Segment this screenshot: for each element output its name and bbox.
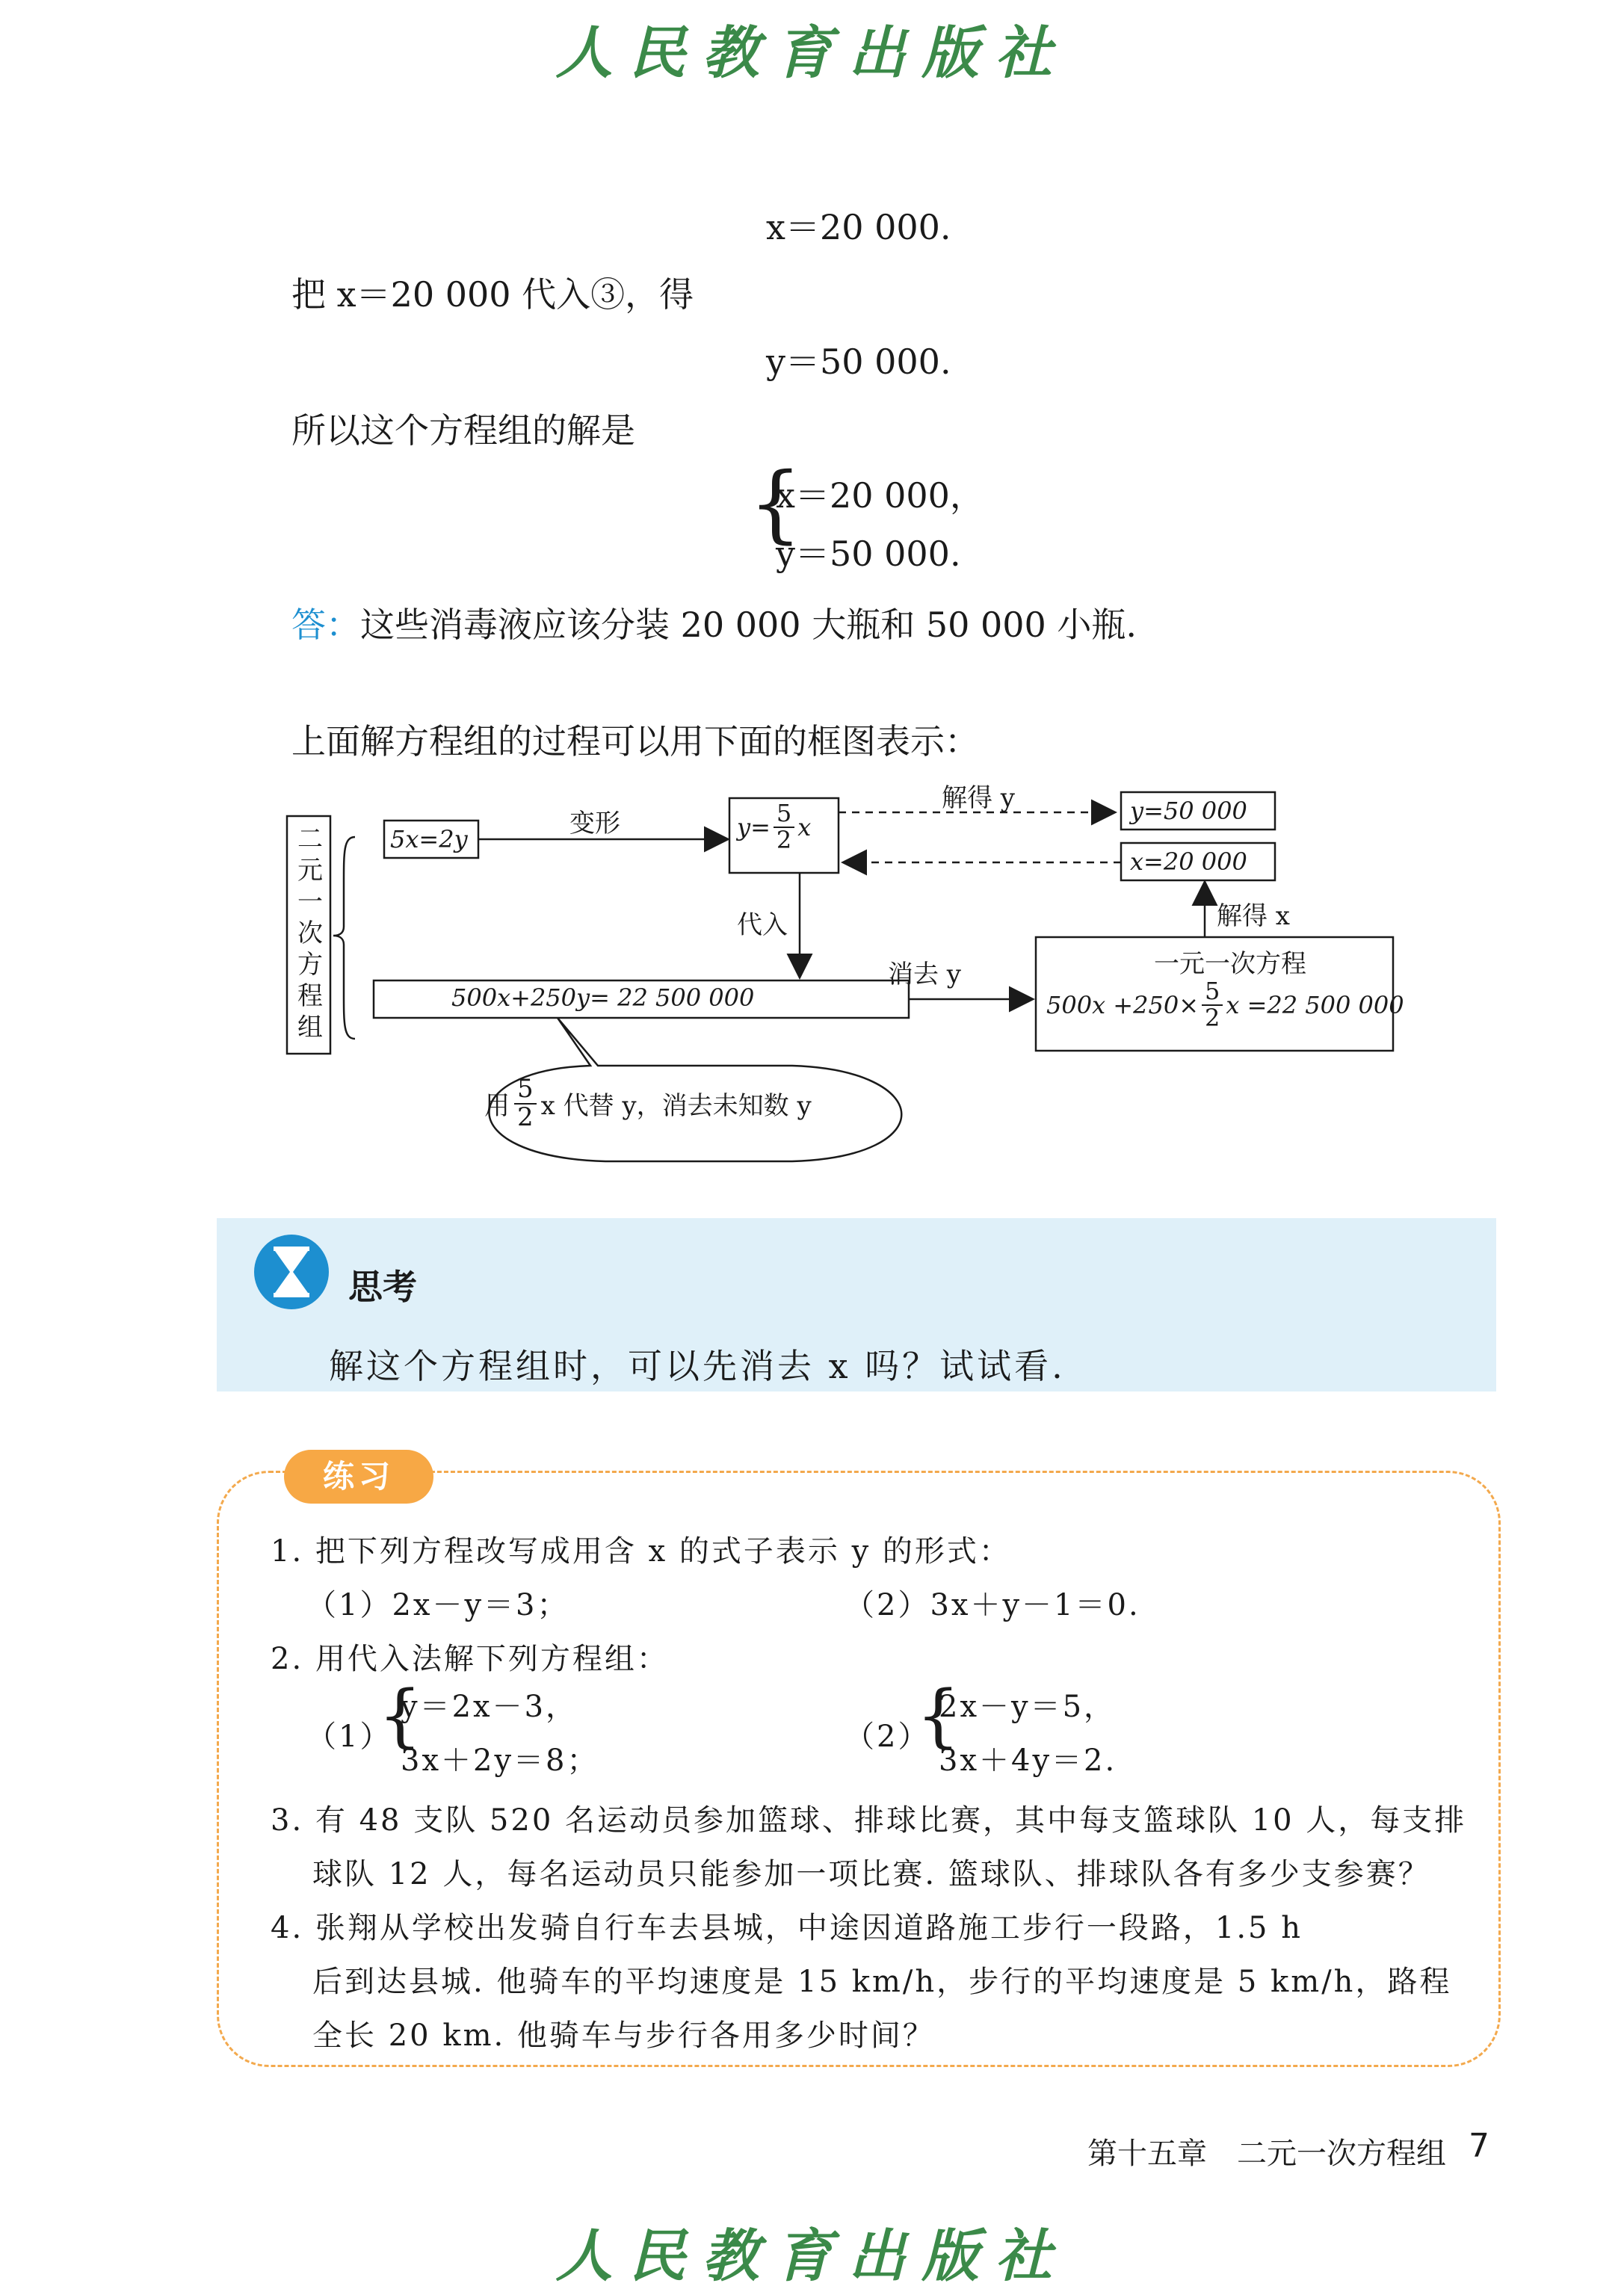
single-eq-right: x =22 500 000 <box>1226 990 1404 1019</box>
diagram-intro: 上面解方程组的过程可以用下面的框图表示： <box>291 721 979 762</box>
think-body: 解这个方程组时，可以先消去 x 吗？试试看. <box>329 1346 1066 1386</box>
bubble-frac-den: 2 <box>517 1102 534 1132</box>
q2b-line1: 2x－y＝5， <box>939 1690 1117 1724</box>
single-equation <box>1046 979 1404 1031</box>
bubble-suffix: x 代替 y，消去未知数 y <box>540 1091 812 1122</box>
system-line-x: x＝20 000， <box>776 475 984 516</box>
practice-q1b: （2）3x＋y－1＝0. <box>845 1588 1140 1622</box>
single-equation-title: 一元一次方程 <box>1154 949 1306 979</box>
practice-q1a: （1）2x－y＝3； <box>306 1588 569 1622</box>
box-y-result: y=50 000 <box>1130 797 1247 825</box>
practice-q3-line2: 球队 12 人，每名运动员只能参加一项比赛. 篮球队、排球队各有多少支参赛？ <box>312 1857 1430 1891</box>
practice-q4-line2: 后到达县城. 他骑车的平均速度是 15 km/h，步行的平均速度是 5 km/h，路程 <box>312 1965 1452 1999</box>
single-frac-num: 5 <box>1202 979 1223 1006</box>
box-equation-2: 500x+250y= 22 500 000 <box>451 983 755 1012</box>
bubble-note <box>484 1076 812 1131</box>
publisher-watermark-top: 人民教育出版社 <box>555 19 1069 86</box>
bubble-prefix: 用 <box>484 1091 510 1122</box>
q2a-line1: y＝2x－3， <box>401 1690 578 1724</box>
q2a-brace: { <box>378 1675 422 1755</box>
answer-line <box>291 602 1137 647</box>
expr-frac-num: 5 <box>774 801 794 828</box>
system-line-y: y＝50 000. <box>776 534 961 574</box>
box-expression-y <box>737 801 811 853</box>
q2b-line2: 3x＋4y＝2. <box>939 1743 1117 1778</box>
box-x-result: x=20 000 <box>1130 847 1247 876</box>
answer-text: 这些消毒液应该分装 20 000 大瓶和 50 000 小瓶. <box>360 605 1137 645</box>
label-solve-x: 解得 x <box>1217 901 1290 931</box>
practice-q2: 2. 用代入法解下列方程组： <box>271 1642 669 1676</box>
q2b-brace: { <box>916 1675 960 1755</box>
bubble-fraction <box>514 1076 537 1131</box>
expr-y-right: x <box>797 812 812 841</box>
label-transform: 变形 <box>569 809 620 838</box>
label-eliminate: 消去 y <box>888 960 962 989</box>
q2b-label: （2） <box>845 1720 930 1754</box>
think-title: 思考 <box>348 1267 417 1307</box>
practice-tab: 练习 <box>284 1450 433 1504</box>
side-label-system: 二元一次方程组 <box>297 824 323 1043</box>
equation-y-value: y＝50 000. <box>766 342 951 382</box>
practice-q3-line1: 3. 有 48 支队 520 名运动员参加篮球、排球比赛，其中每支篮球队 10 人，每支排 <box>271 1803 1467 1838</box>
page-number: 7 <box>1469 2127 1489 2165</box>
label-substitute: 代入 <box>737 910 788 940</box>
publisher-watermark-bottom: 人民教育出版社 <box>555 2223 1069 2289</box>
practice-q4-line3: 全长 20 km. 他骑车与步行各用多少时间？ <box>312 2018 935 2053</box>
conclusion-line: 所以这个方程组的解是 <box>291 410 635 451</box>
chapter-title: 第十五章 二元一次方程组 <box>1087 2137 1446 2171</box>
q2a-line2: 3x＋2y＝8； <box>401 1743 599 1778</box>
label-solve-y: 解得 y <box>942 783 1016 813</box>
expr-y-left: y= <box>737 812 771 841</box>
answer-label: 答： <box>291 605 360 645</box>
bubble-frac-num: 5 <box>514 1076 537 1105</box>
box-equation-1: 5x=2y <box>390 825 468 853</box>
equation-x-value: x＝20 000. <box>766 207 951 247</box>
q2a-label: （1） <box>306 1720 392 1754</box>
system-brace: { <box>749 455 803 552</box>
practice-q1: 1. 把下列方程改写成用含 x 的式子表示 y 的形式： <box>271 1534 1011 1569</box>
single-frac-den: 2 <box>1205 1003 1220 1032</box>
expr-frac-den: 2 <box>776 825 792 854</box>
substitute-line: 把 x＝20 000 代入③，得 <box>291 274 694 315</box>
practice-q4-line1: 4. 张翔从学校出发骑自行车去县城，中途因道路施工步行一段路，1.5 h <box>271 1911 1303 1945</box>
flow-diagram <box>284 777 1420 1181</box>
hourglass-icon <box>253 1233 330 1311</box>
expr-fraction <box>774 801 794 853</box>
single-eq-left: 500x +250× <box>1046 990 1199 1019</box>
single-eq-fraction <box>1202 979 1223 1031</box>
